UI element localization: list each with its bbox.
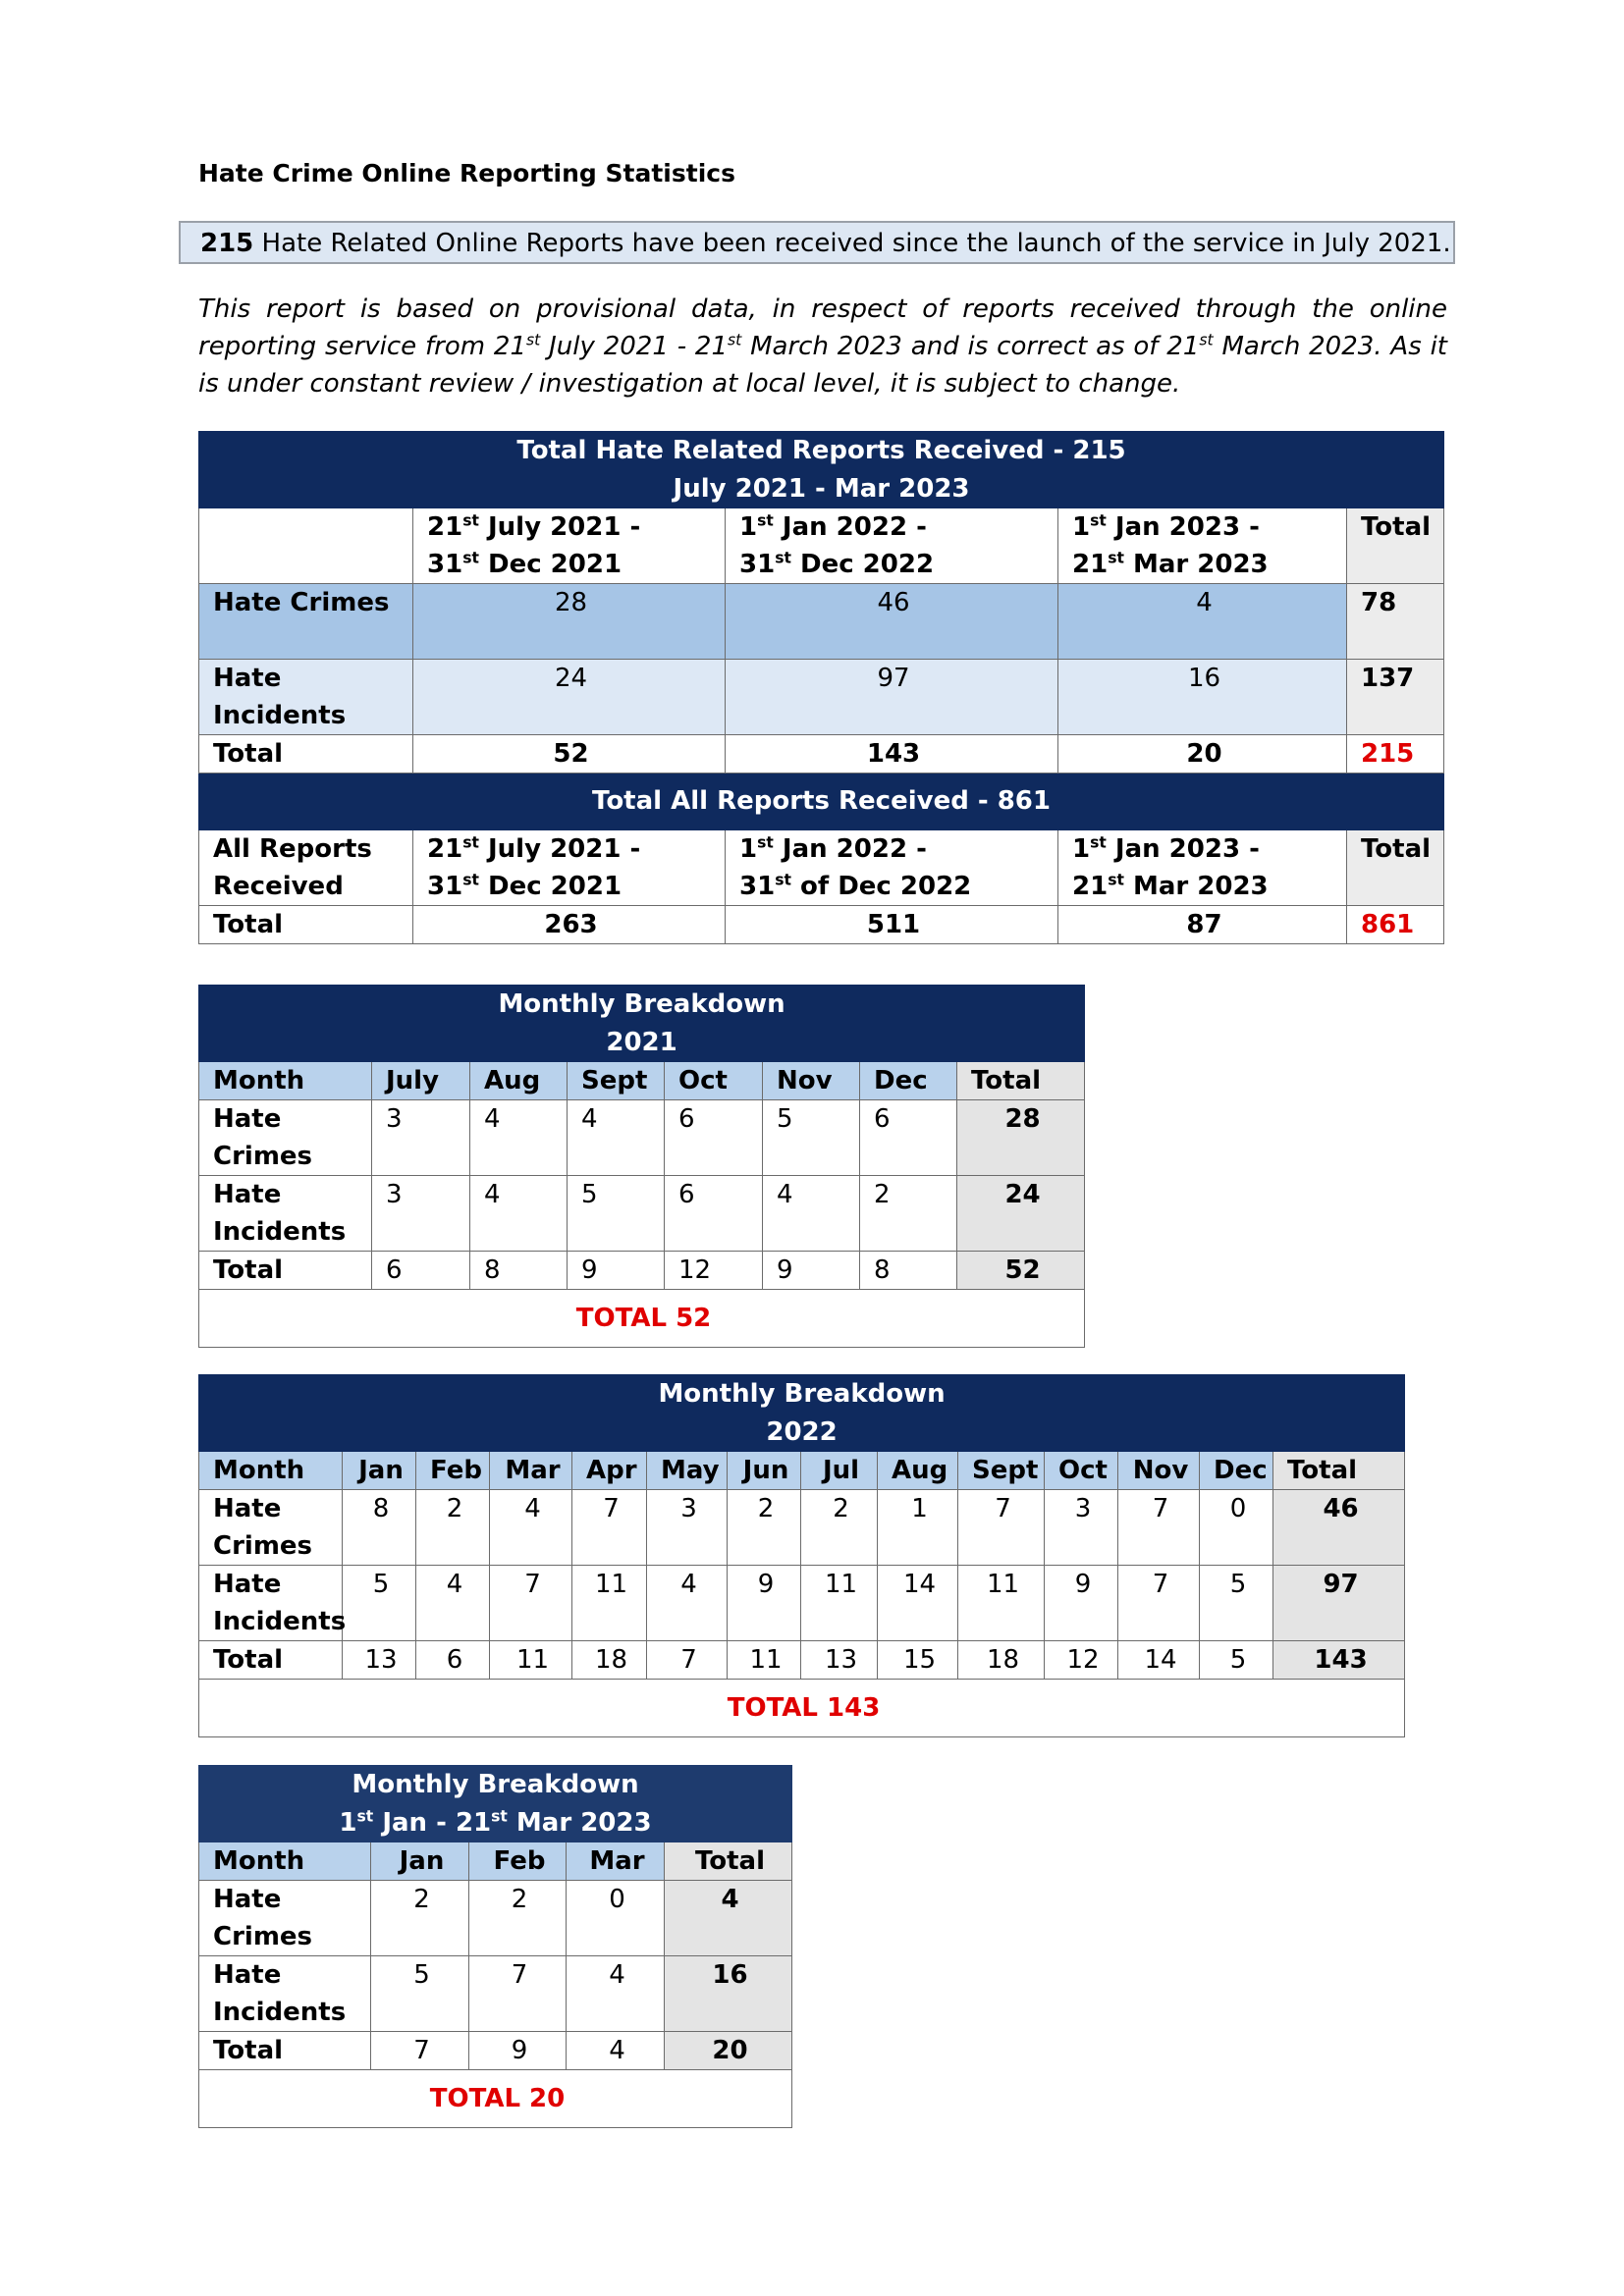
month-header: Month	[199, 1842, 371, 1881]
table-row: Total 7 9 4 20	[199, 2032, 792, 2070]
period-header: 1st Jan 2022 - 31st of Dec 2022	[726, 830, 1058, 906]
grand-total: TOTAL 20	[199, 2070, 792, 2128]
table-row: Total 13 6 11 18 7 11 13 15 18 12 14 5 143	[199, 1641, 1405, 1680]
table-row: Hate Incidents 5 7 4 16	[199, 1956, 792, 2032]
monthly-breakdown-2022: Monthly Breakdown 2022 Month Jan Feb Mar Apr May Jun Jul Aug Sept Oct Nov Dec Total Hate Crimes 8 2 4 7 3 2 2 1 7 3 7 0 46 Hate Incidents 5 4 7 11 4 9 11 14 11 9 7 5 97 Total 13 6 11 18 7 11 13 15 18 12 14 5 143 TOTAL 143	[198, 1374, 1405, 1737]
table-row: Hate Crimes 3 4 4 6 5 6 28	[199, 1100, 1085, 1176]
breakdown-period: 1st Jan - 21st Mar 2023	[199, 1804, 792, 1842]
breakdown-header: Monthly Breakdown	[199, 986, 1085, 1024]
month-header: Month	[199, 1062, 372, 1100]
table-row: Hate Crimes 8 2 4 7 3 2 2 1 7 3 7 0 46	[199, 1490, 1405, 1566]
total-header: Total	[1347, 508, 1444, 584]
all-reports-label: All Reports Received	[199, 830, 413, 906]
grand-total: TOTAL 52	[199, 1290, 1085, 1348]
page-title: Hate Crime Online Reporting Statistics	[198, 159, 735, 187]
all-reports-header: Total All Reports Received - 861	[199, 774, 1444, 830]
breakdown-year: 2022	[199, 1414, 1405, 1452]
table-row: Total 6 8 9 12 9 8 52	[199, 1252, 1085, 1290]
monthly-breakdown-2021: Monthly Breakdown 2021 Month July Aug Sept Oct Nov Dec Total Hate Crimes 3 4 4 6 5 6 28 Hate Incidents 3 4 5 6 4 2 24 Total 6 8 9 12 9 8 52 TOTAL 52	[198, 985, 1085, 1348]
total-header: Total	[665, 1842, 792, 1881]
corner-cell	[199, 508, 413, 584]
breakdown-year: 2021	[199, 1024, 1085, 1062]
monthly-breakdown-2023: Monthly Breakdown 1st Jan - 21st Mar 2023 Month Jan Feb Mar Total Hate Crimes 2 2 0 4 Hate Incidents 5 7 4 16 Total 7 9 4 20 TOTAL 20	[198, 1765, 792, 2128]
table-row: Hate Crimes 28 46 4 78	[199, 584, 1444, 660]
total-header: Total	[957, 1062, 1085, 1100]
table-row: Total 52 143 20 215	[199, 735, 1444, 774]
table-row: Hate Incidents 3 4 5 6 4 2 24	[199, 1176, 1085, 1252]
table-row: Total 263 511 87 861	[199, 906, 1444, 944]
provisional-data-note: This report is based on provisional data, in respect of reports received through the online reporting service from 21st July 2021 - 21st March 2023 and is correct as of 21st March 2023. As it is under constant review / investigation at local level, it is subject to change.	[198, 294, 1447, 399]
table-row: Hate Crimes 2 2 0 4	[199, 1881, 792, 1956]
summary-banner	[179, 221, 1455, 264]
summary-table	[198, 431, 1444, 944]
total-header: Total	[1273, 1452, 1405, 1490]
period-header: 1st Jan 2022 - 31st Dec 2022	[726, 508, 1058, 584]
table-row: Hate Incidents 24 97 16 137	[199, 660, 1444, 735]
breakdown-header: Monthly Breakdown	[199, 1375, 1405, 1414]
grand-total: TOTAL 143	[199, 1680, 1405, 1737]
period-header: 21st July 2021 - 31st Dec 2021	[413, 830, 726, 906]
summary-header: Total Hate Related Reports Received - 215	[199, 432, 1444, 470]
banner-count: 215	[200, 229, 254, 258]
breakdown-header: Monthly Breakdown	[199, 1766, 792, 1804]
total-header: Total	[1347, 830, 1444, 906]
month-header: Month	[199, 1452, 343, 1490]
period-header: 21st July 2021 - 31st Dec 2021	[413, 508, 726, 584]
period-header: 1st Jan 2023 - 21st Mar 2023	[1058, 508, 1347, 584]
period-header: 1st Jan 2023 - 21st Mar 2023	[1058, 830, 1347, 906]
summary-subheader: July 2021 - Mar 2023	[199, 470, 1444, 508]
banner-text: Hate Related Online Reports have been received since the launch of the service in July 2021.	[261, 229, 1451, 258]
table-row: Hate Incidents 5 4 7 11 4 9 11 14 11 9 7 5 97	[199, 1566, 1405, 1641]
